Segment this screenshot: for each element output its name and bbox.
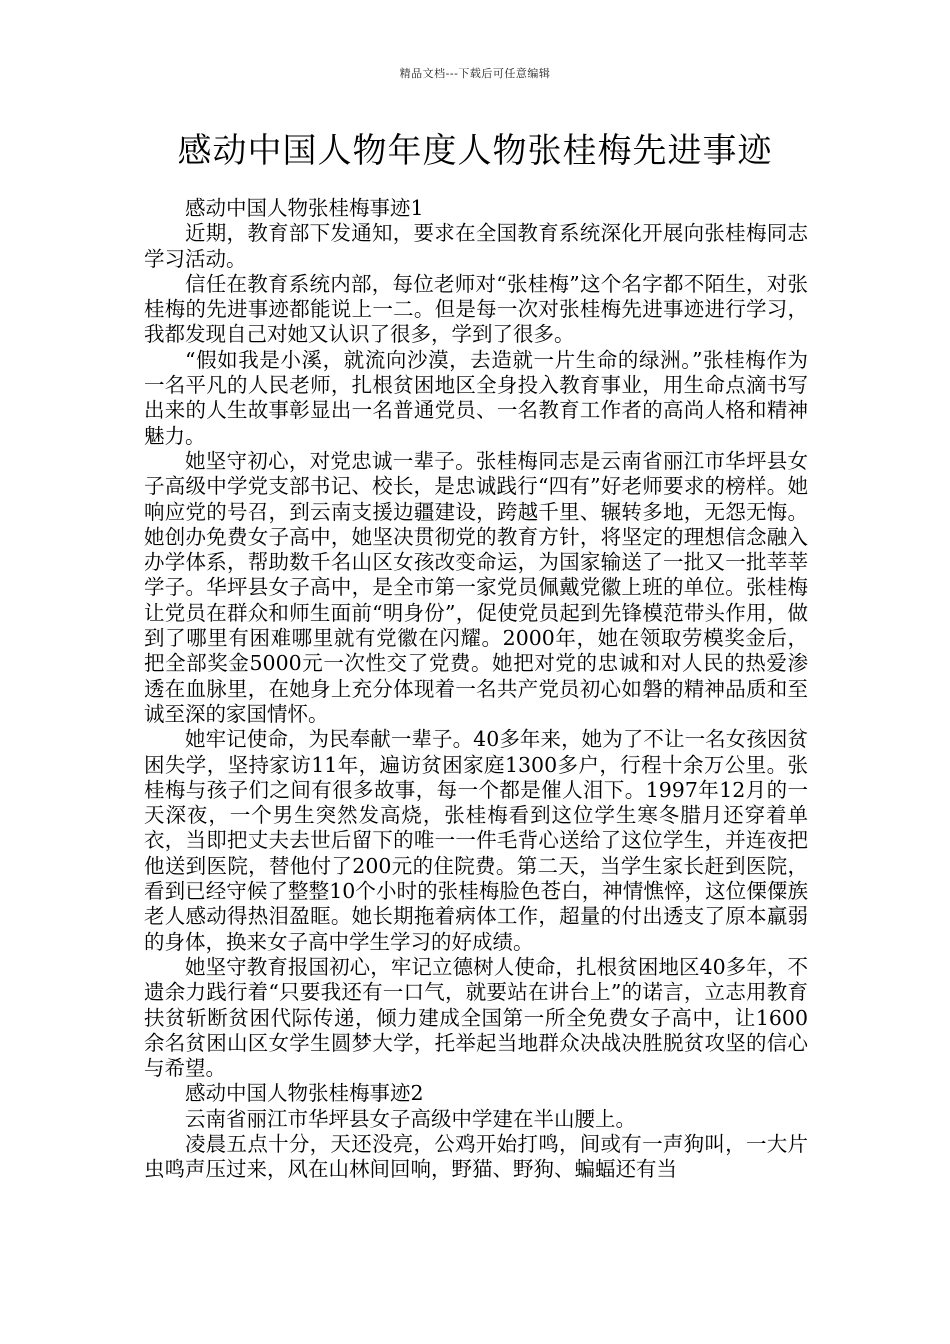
paragraph: 她坚守初心，对党忠诚一辈子。张桂梅同志是云南省丽江市华坪县女子高级中学党支部书记、校长，是忠诚践行“四有”好老师要求的榜样。她响应党的号召，到云南支援边疆建设，跨越千里、辗转多地，无怨无悔。她创办免费女子高中，她坚决贯彻党的教育方针，将坚定的理想信念融入办学体系，帮助数千名山区女孩改变命运，为国家输送了一批又一批莘莘学子。华坪县女子高中，是全市第一家党员佩戴党徽上班的单位。张桂梅让党员在群众和师生面前“明身份”，促使党员起到先锋模范带头作用，做到了哪里有困难哪里就有党徽在闪耀。2000年，她在领取劳模奖金后，把全部奖金5000元一次性交了党费。她把对党的忠诚和对人民的热爱渗透在血脉里，在她身上充分体现着一名共产党员初心如磐的精神品质和至诚至深的家国情怀。 <box>144 448 808 726</box>
section-heading-1: 感动中国人物张桂梅事迹1 <box>185 196 424 220</box>
document-body <box>144 196 808 1183</box>
paragraph: 凌晨五点十分，天还没亮，公鸡开始打鸣，间或有一声狗叫，一大片虫鸣声压过来，风在山林间回响，野猫、野狗、蝙蝠还有当 <box>144 1131 808 1182</box>
paragraph: 她牢记使命，为民奉献一辈子。40多年来，她为了不让一名女孩因贫困失学，坚持家访11年，遍访贫困家庭1300多户，行程十余万公里。张桂梅与孩子们之间有很多故事，每一个都是催人泪下。1997年12月的一天深夜，一个男生突然发高烧，张桂梅看到这位学生寒冬腊月还穿着单衣，当即把丈夫去世后留下的唯一一件毛背心送给了这位学生，并连夜把他送到医院，替他付了200元的住院费。第二天，当学生家长赶到医院，看到已经守候了整整10个小时的张桂梅脸色苍白，神情憔悴，这位傈僳族老人感动得热泪盈眶。她长期拖着病体工作，超量的付出透支了原本羸弱的身体，换来女子高中学生学习的好成绩。 <box>144 727 808 954</box>
section-heading-2: 感动中国人物张桂梅事迹2 <box>185 1081 424 1106</box>
paragraph: 她坚守教育报国初心，牢记立德树人使命，扎根贫困地区40多年，不遗余力践行着“只要我还有一口气，就要站在讲台上”的诺言，立志用教育扶贫斩断贫困代际传递，倾力建成全国第一所全免费女子高中，让1600余名贫困山区女学生圆梦大学，托举起当地群众决战决胜脱贫攻坚的信心与希望。 <box>144 954 808 1081</box>
page-title: 感动中国人物年度人物张桂梅先进事迹 <box>177 131 773 171</box>
paragraph: 云南省丽江市华坪县女子高级中学建在半山腰上。 <box>185 1106 636 1131</box>
paragraph: 近期，教育部下发通知，要求在全国教育系统深化开展向张桂梅同志学习活动。 <box>144 221 808 271</box>
page-header-note: 精品文档---下载后可任意编辑 <box>399 67 551 80</box>
paragraph: 信任在教育系统内部，每位老师对“张桂梅”这个名字都不陌生，对张桂梅的先进事迹都能说上一二。但是每一次对张桂梅先进事迹进行学习，我都发现自己对她又认识了很多，学到了很多。 <box>144 271 808 347</box>
paragraph: “假如我是小溪，就流向沙漠，去造就一片生命的绿洲。”张桂梅作为一名平凡的人民老师，扎根贫困地区全身投入教育事业，用生命点滴书写出来的人生故事彰显出一名普通党员、一名教育工作者的高尚人格和精神魅力。 <box>144 347 808 448</box>
